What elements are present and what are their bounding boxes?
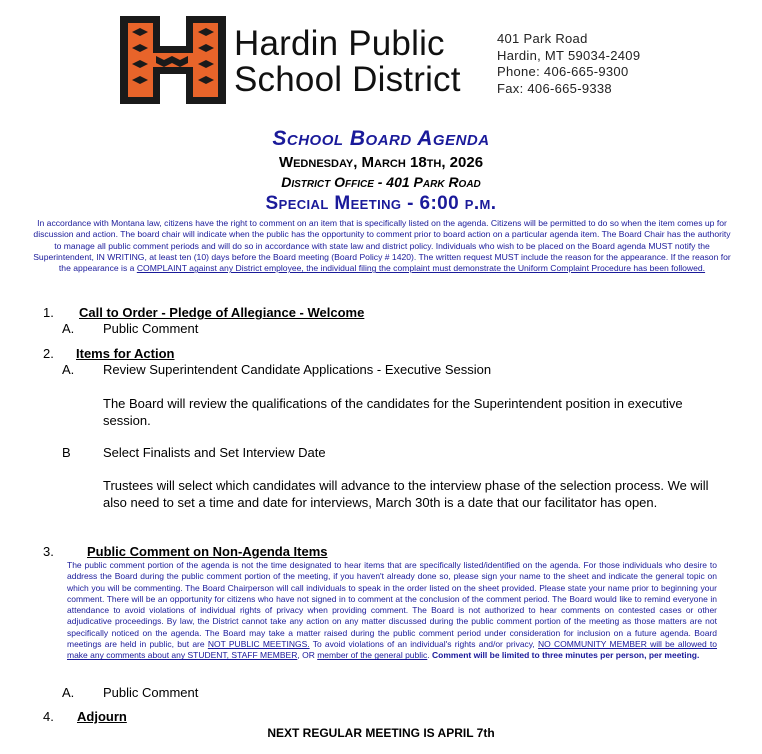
- address-line2: Hardin, MT 59034-2409: [497, 47, 641, 63]
- item1-title: Call to Order - Pledge of Allegiance - Welcome: [79, 305, 365, 320]
- next-meeting-notice: NEXT REGULAR MEETING IS APRIL 7th: [267, 726, 495, 740]
- item2-sub-b-letter: B: [62, 445, 71, 460]
- item2-sub-b-description: Trustees will select which candidates will advance to the interview phase of the selection process. We will also need to set a time and date for interviews, March 30th is a date that our facilitator has open.: [103, 478, 709, 510]
- district-contact: [497, 31, 640, 97]
- pc-text-4: .: [427, 650, 433, 661]
- item1-public-comment: Public Comment: [103, 321, 199, 336]
- district-name-line1: Hardin Public: [234, 24, 445, 63]
- pc-text-2: To avoid violations of an individual's rights and/or privacy,: [309, 639, 539, 650]
- item2-number: 2.: [43, 346, 54, 361]
- item2-sub-a: Review Superintendent Candidate Applications - Executive Session: [103, 362, 492, 377]
- pc-text-3: , OR: [297, 650, 318, 661]
- hardin-h-logo-icon: [118, 14, 228, 106]
- district-name: [234, 26, 461, 98]
- item1-sub-a-letter: A.: [62, 321, 75, 336]
- pc-text-1: The public comment portion of the agenda is not the time designated to hear items that are specifically listed/identified on the agenda. For those individuals who desire to address the Board during the public comment portion of the meeting, if you haven't already done so, please sign your name to the sheet and indicate the general topic on which you will be commenting. The Board Chairperson will call individuals to speak in the order listed on the sheet provided. Please state your name prior to beginning your comment. There will be an opportunity for citizens who have not signed in to comment at the conclusion of the comment period. The Board would like to remind everyone in attendance to avoid violations of individual rights of privacy when providing comment. The Board is not authorized to hear comments on contested cases or other adjudicative proceedings. By law, the District cannot take any action on any matter discussed during the public comment portion of the meeting as those matters are not specifically noticed on the agenda. The Board may take a matter raised during the public comment period under consideration for inclusion on a future agenda. Board meetings are held in public, but are: [67, 560, 717, 650]
- address-line1: 401 Park Road: [497, 31, 588, 46]
- phone: Phone: 406-665-9300: [497, 64, 629, 79]
- meeting-type-time: Special Meeting - 6:00 p.m.: [265, 193, 497, 214]
- item3-number: 3.: [43, 544, 54, 559]
- item2-sub-a-description: The Board will review the qualifications of the candidates for the Superintendent position in executive session.: [103, 396, 683, 428]
- item3-sub-a-letter: A.: [62, 685, 75, 700]
- item2-sub-a-letter: A.: [62, 362, 75, 377]
- item2-sub-b: Select Finalists and Set Interview Date: [103, 445, 326, 460]
- public-comment-notice: [30, 218, 734, 274]
- pc-underline-1: NOT PUBLIC MEETINGS.: [207, 639, 310, 650]
- public-comment-policy: [67, 560, 717, 662]
- item3-title: Public Comment on Non-Agenda Items: [87, 544, 328, 559]
- agenda-title-block: [0, 126, 762, 216]
- fax: Fax: 406-665-9338: [497, 80, 612, 96]
- notice-text: In accordance with Montana law, citizens have the right to comment on an item that is specifically listed on the agenda. Citizens will be permitted to do so when the item comes up for discussion and action. The board chair will indicate when the public has the opportunity to comment prior to board action on a particular agenda item. The Board Chair has the authority to manage all public comment periods and will do so in accordance with state law and district policy. Individuals who wish to be placed on the Board agenda MUST notify the Superintendent, IN WRITING, at least ten (10) days before the Board meeting (Board Policy # 1420). The written request MUST include the reason for the appearance. If the reason for the appearance is a: [33, 218, 731, 274]
- item4-title: Adjourn: [77, 709, 127, 724]
- district-name-line2: School District: [234, 60, 461, 99]
- item4-number: 4.: [43, 709, 54, 724]
- pc-underline-2: NO COMMUNITY MEMBER will be allowed to make any comments about any STUDENT, STAFF MEMBER: [67, 639, 718, 661]
- meeting-date: Wednesday, March 18th, 2026: [278, 154, 484, 171]
- meeting-location: District Office - 401 Park Road: [281, 174, 481, 190]
- item1-number: 1.: [43, 305, 54, 320]
- pc-bold-limit: Comment will be limited to three minutes per person, per meeting.: [432, 650, 700, 661]
- pc-underline-3: member of the general public: [317, 650, 428, 661]
- notice-complaint-text: COMPLAINT against any District employee, the individual filing the complaint must demonstrate the Uniform Complaint Procedure has been followed.: [136, 263, 706, 274]
- item2-title: Items for Action: [76, 346, 175, 361]
- item3-public-comment: Public Comment: [103, 685, 199, 700]
- agenda-title: School Board Agenda: [272, 127, 490, 150]
